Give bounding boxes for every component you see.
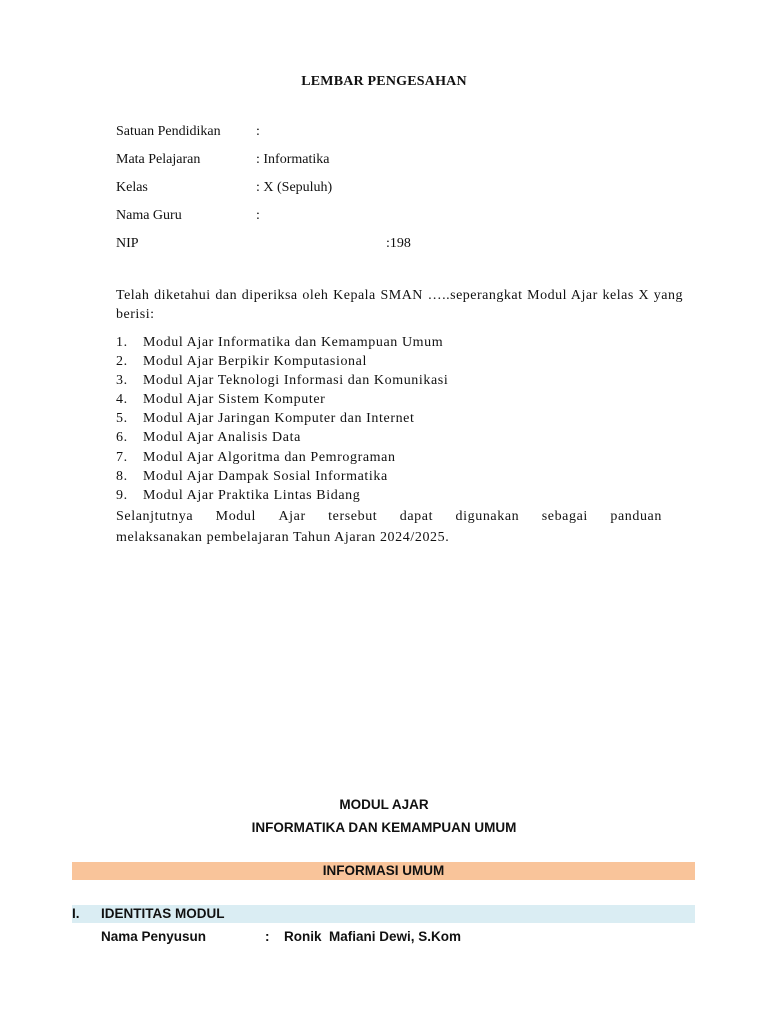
penyusun-value: Ronik Mafiani Dewi, S.Kom bbox=[284, 929, 462, 944]
list-item: 5. Modul Ajar Jaringan Komputer dan Internet bbox=[116, 411, 415, 427]
field-label-satuan: Satuan Pendidikan bbox=[116, 124, 221, 139]
field-value-nip: :198 bbox=[386, 236, 411, 251]
field-label-kelas: Kelas bbox=[116, 180, 148, 195]
section-title: IDENTITAS MODUL bbox=[101, 906, 225, 921]
page-title: LEMBAR PENGESAHAN bbox=[301, 74, 467, 89]
field-label-nip: NIP bbox=[116, 236, 139, 251]
intro-paragraph: Telah diketahui dan diperiksa oleh Kepala SMAN …..seperangkat Modul Ajar kelas X yang berisi: bbox=[116, 288, 683, 322]
closing-line-2: melaksanakan pembelajaran Tahun Ajaran 2024/2025. bbox=[116, 530, 450, 545]
modul-subheading: INFORMATIKA DAN KEMAMPUAN UMUM bbox=[251, 820, 517, 835]
list-item: 9. Modul Ajar Praktika Lintas Bidang bbox=[116, 487, 361, 503]
closing-paragraph bbox=[116, 506, 662, 548]
list-item: 6. Modul Ajar Analisis Data bbox=[116, 430, 301, 446]
penyusun-label: Nama Penyusun bbox=[101, 929, 207, 944]
field-value-satuan: : bbox=[256, 124, 260, 139]
list-item: 4. Modul Ajar Sistem Komputer bbox=[116, 392, 326, 408]
list-item: 1. Modul Ajar Informatika dan Kemampuan Umum bbox=[116, 335, 444, 350]
module-list bbox=[116, 333, 676, 505]
penyusun-separator: : bbox=[265, 929, 270, 944]
section-number: I. bbox=[72, 906, 80, 921]
list-item: 7. Modul Ajar Algoritma dan Pemrograman bbox=[116, 449, 396, 465]
identitas-modul-header bbox=[72, 905, 695, 923]
list-item: 8. Modul Ajar Dampak Sosial Informatika bbox=[116, 468, 388, 484]
list-item: 2. Modul Ajar Berpikir Komputasional bbox=[116, 354, 367, 370]
field-value-mapel: : Informatika bbox=[256, 152, 330, 167]
field-label-guru: Nama Guru bbox=[116, 208, 182, 223]
informasi-umum-header: INFORMASI UMUM bbox=[72, 862, 695, 880]
field-value-kelas: : X (Sepuluh) bbox=[256, 180, 333, 195]
field-value-guru: : bbox=[256, 208, 260, 223]
field-label-mapel: Mata Pelajaran bbox=[116, 152, 201, 167]
list-item: 3. Modul Ajar Teknologi Informasi dan Komunikasi bbox=[116, 373, 449, 389]
modul-heading: MODUL AJAR bbox=[339, 797, 429, 812]
closing-line-1: Selanjtutnya Modul Ajar tersebut dapat digunakan sebagai panduan bbox=[116, 509, 662, 524]
